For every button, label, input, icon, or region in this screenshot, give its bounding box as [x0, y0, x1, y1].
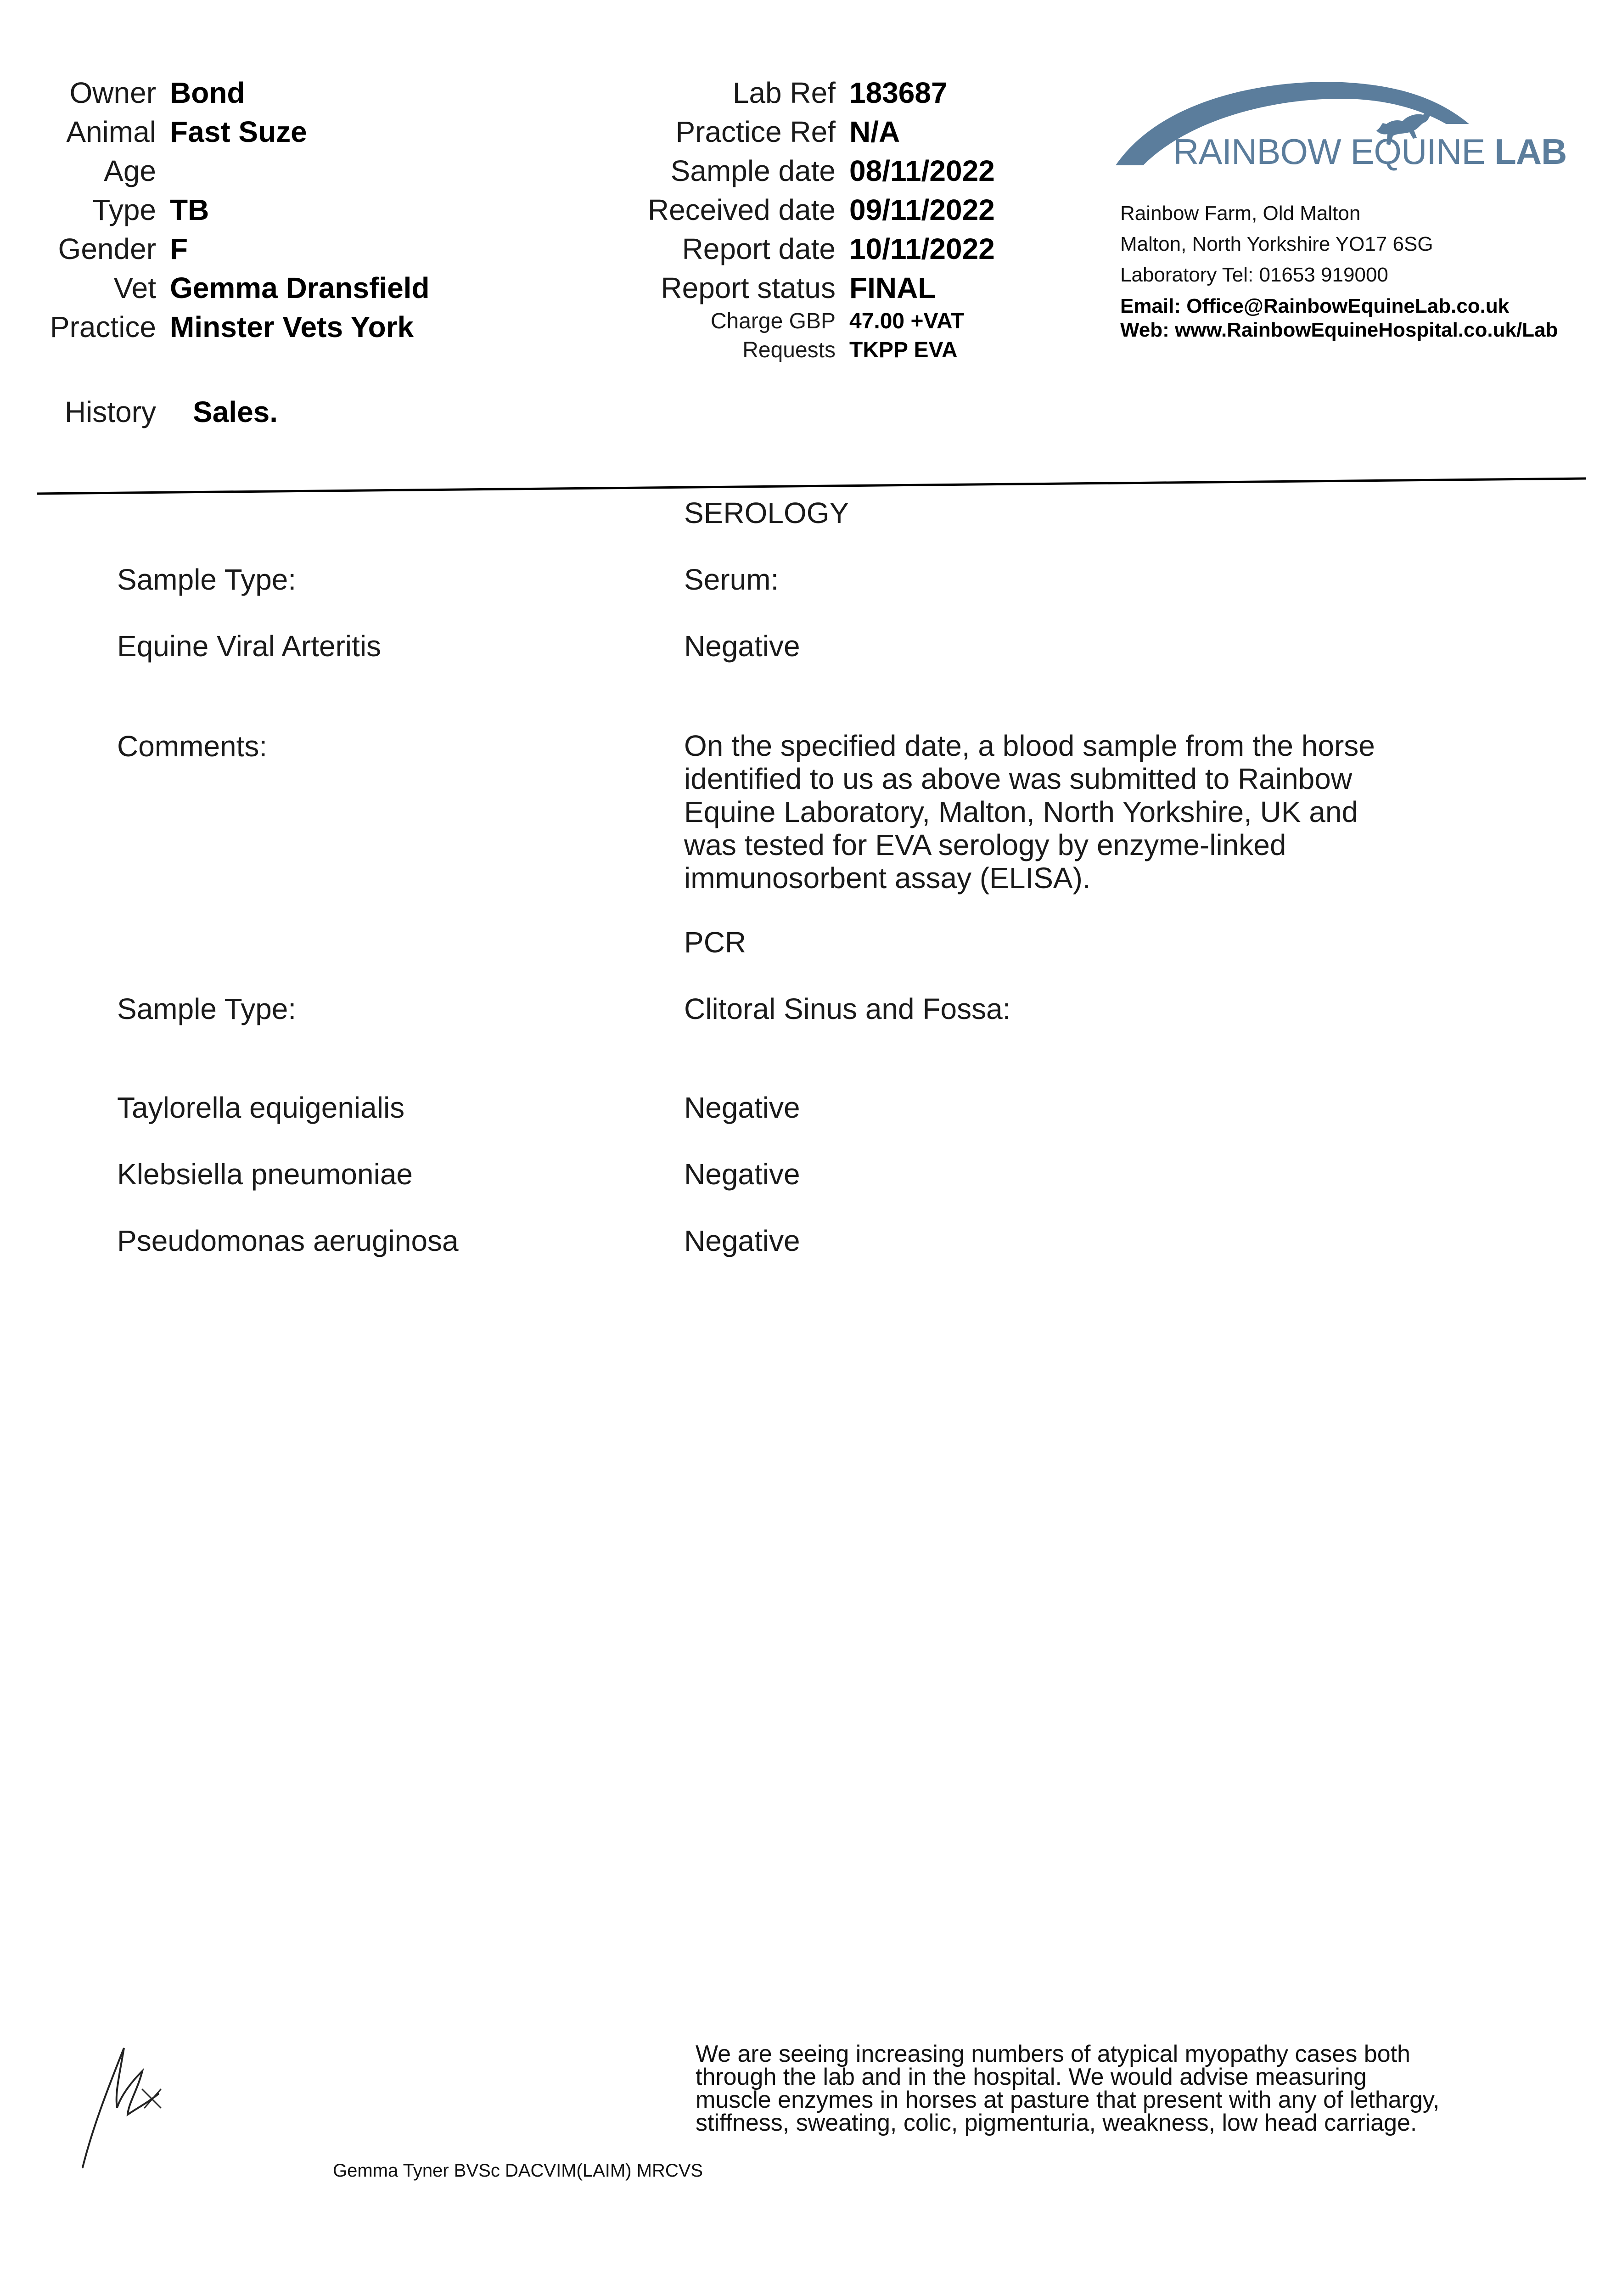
practice-ref-value: N/A [849, 115, 900, 148]
type-value: TB [170, 193, 209, 226]
sample-date-value: 08/11/2022 [849, 154, 995, 187]
eva-test-result: Negative [684, 630, 800, 663]
comments-line: Equine Laboratory, Malton, North Yorkshire, UK and [684, 795, 1358, 828]
lab-ref-value: 183687 [849, 76, 948, 109]
pcr-test-result: Negative [684, 1091, 800, 1124]
logo-text-bold: LAB [1494, 131, 1567, 172]
comments-text [684, 729, 1375, 895]
requests-label: Requests [742, 338, 836, 362]
pcr-sample-label: Sample Type: [117, 992, 297, 1025]
lab-email: Email: Office@RainbowEquineLab.co.uk [1120, 295, 1510, 317]
logo-wordmark [1173, 131, 1566, 173]
lab-address-line1: Rainbow Farm, Old Malton [1120, 202, 1361, 225]
notice-line: We are seeing increasing numbers of atypical myopathy cases both [696, 2041, 1410, 2067]
serology-heading: SEROLOGY [684, 496, 849, 529]
gender-label: Gender [58, 232, 156, 265]
practice-ref-label: Practice Ref [675, 115, 836, 148]
pcr-test-name: Klebsiella pneumoniae [117, 1158, 413, 1191]
charge-label: Charge GBP [710, 309, 836, 333]
received-date-value: 09/11/2022 [849, 193, 995, 226]
pcr-test-name: Pseudomonas aeruginosa [117, 1224, 459, 1257]
atypical-myopathy-notice [696, 2043, 1440, 2134]
signatory-name: Gemma Tyner BVSc DACVIM(LAIM) MRCVS [333, 2161, 703, 2181]
notice-line: stiffness, sweating, colic, pigmenturia, weakness, low head carriage. [696, 2110, 1417, 2136]
comments-line: was tested for EVA serology by enzyme-linked [684, 828, 1286, 861]
requests-value: TKPP EVA [849, 338, 958, 362]
gender-value: F [170, 232, 188, 265]
comments-line: immunosorbent assay (ELISA). [684, 861, 1091, 895]
lab-tel: Laboratory Tel: 01653 919000 [1120, 264, 1388, 286]
vet-value: Gemma Dransfield [170, 271, 430, 304]
report-status-label: Report status [661, 271, 836, 304]
age-label: Age [104, 154, 156, 187]
logo-text-main: RAINBOW EQUINE [1173, 131, 1495, 172]
report-status-value: FINAL [849, 271, 936, 304]
owner-label: Owner [69, 76, 156, 109]
pcr-sample-value: Clitoral Sinus and Fossa: [684, 992, 1011, 1025]
serology-sample-value: Serum: [684, 563, 779, 596]
pcr-test-result: Negative [684, 1224, 800, 1257]
signature-image [73, 2039, 179, 2172]
owner-value: Bond [170, 76, 245, 109]
report-date-value: 10/11/2022 [849, 232, 995, 265]
vet-label: Vet [113, 271, 156, 304]
animal-value: Fast Suze [170, 115, 307, 148]
comments-label: Comments: [117, 730, 268, 763]
sample-date-label: Sample date [670, 154, 836, 187]
animal-label: Animal [66, 115, 156, 148]
practice-value: Minster Vets York [170, 310, 414, 343]
notice-line: muscle enzymes in horses at pasture that present with any of lethargy, [696, 2087, 1440, 2113]
report-date-label: Report date [682, 232, 836, 265]
pcr-test-name: Taylorella equigenialis [117, 1091, 405, 1124]
received-date-label: Received date [647, 193, 836, 226]
notice-line: through the lab and in the hospital. We would advise measuring [696, 2064, 1367, 2090]
practice-label: Practice [50, 310, 156, 343]
lab-web: Web: www.RainbowEquineHospital.co.uk/Lab [1120, 319, 1558, 341]
pcr-heading: PCR [684, 926, 746, 959]
pcr-test-result: Negative [684, 1158, 800, 1191]
eva-test-name: Equine Viral Arteritis [117, 630, 382, 663]
charge-value: 47.00 +VAT [849, 309, 965, 333]
comments-line: On the specified date, a blood sample from the horse [684, 729, 1375, 762]
serology-sample-label: Sample Type: [117, 563, 297, 596]
history-label: History [64, 395, 156, 428]
comments-line: identified to us as above was submitted to Rainbow [684, 762, 1353, 795]
type-label: Type [92, 193, 156, 226]
lab-address-line2: Malton, North Yorkshire YO17 6SG [1120, 233, 1433, 255]
lab-ref-label: Lab Ref [732, 76, 836, 109]
history-value: Sales. [193, 395, 278, 428]
